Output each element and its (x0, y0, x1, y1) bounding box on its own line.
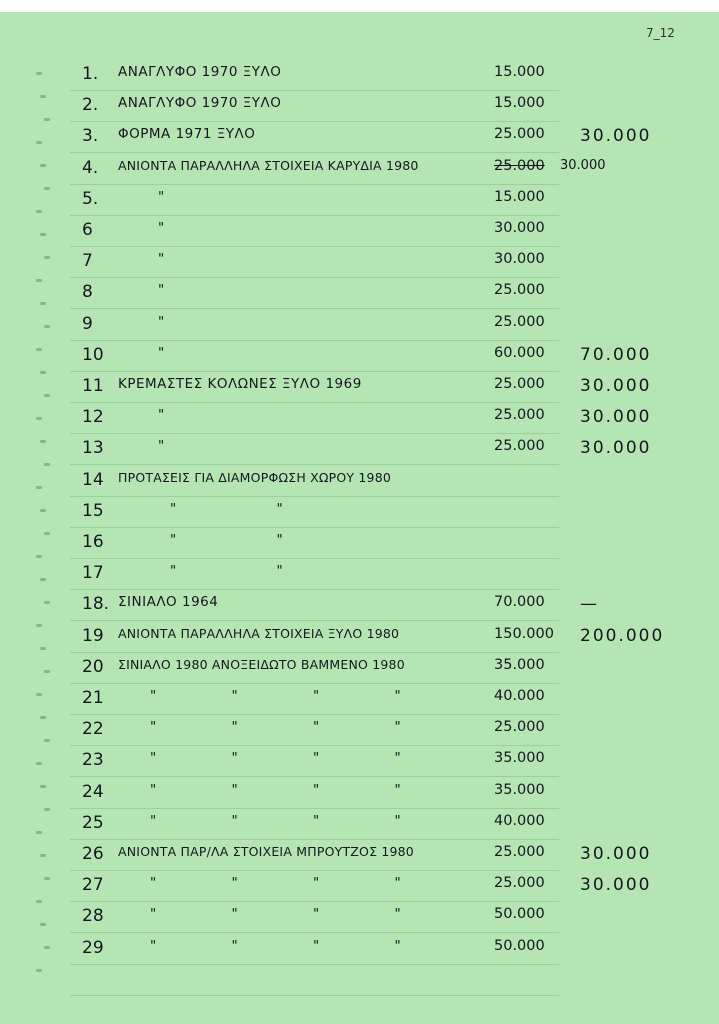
item-description: " (158, 220, 165, 236)
item-number: 4. (82, 157, 99, 178)
list-item (0, 563, 719, 593)
list-item (0, 126, 719, 156)
item-price: 50.000 (494, 937, 545, 954)
item-price: 50.000 (494, 906, 545, 923)
list-item (0, 594, 719, 624)
item-price: 35.000 (494, 750, 545, 767)
list-item (0, 376, 719, 406)
item-description: ΣΙΝΙΑΛΟ 1980 ΑΝΟΞΕΙΔΩΤΟ ΒΑΜΜΕΝΟ 1980 (118, 656, 405, 672)
item-description: " (158, 407, 165, 424)
item-price: 60.000 (494, 344, 545, 361)
item-description: ΑΝΙΟΝΤΑ ΠΑΡΑΛΛΗΛΑ ΣΤΟΙΧΕΙΑ ΞΥΛΟ 1980 (118, 625, 400, 641)
item-description: " (158, 438, 165, 455)
list-item (0, 345, 719, 375)
document-sheet (0, 12, 719, 1024)
item-description: " " (170, 563, 284, 580)
ruled-line (70, 995, 559, 996)
item-description: " (158, 313, 165, 330)
item-number: 23 (82, 750, 104, 771)
item-revised-price: 200.000 (580, 625, 665, 646)
item-price: 25.000 (494, 438, 545, 455)
item-revised-price: 30.000 (580, 844, 652, 864)
item-number: 27 (82, 875, 104, 896)
item-description: " (158, 251, 165, 268)
item-price: 30.000 (494, 220, 545, 236)
item-revised-price: 30.000 (580, 126, 652, 147)
list-item (0, 938, 719, 968)
item-description: " " " " (150, 750, 402, 767)
item-revised-price: 30.000 (580, 407, 652, 428)
list-item (0, 438, 719, 468)
item-description: " (158, 188, 165, 205)
item-price: 25.000 (494, 282, 545, 299)
item-price: 25.000 (494, 407, 545, 424)
item-number: 22 (82, 719, 104, 740)
item-description: ΑΝΑΓΛΥΦΟ 1970 ΞΥΛΟ (118, 64, 282, 80)
item-description: " " " " (150, 937, 402, 954)
item-number: 15 (82, 500, 104, 521)
list-item (0, 220, 719, 250)
item-price: 150.000 (494, 625, 554, 642)
list-item (0, 719, 719, 749)
item-number: 8 (82, 282, 93, 303)
item-number: 3. (82, 126, 99, 147)
item-price: 15.000 (494, 64, 545, 80)
item-price: 15.000 (494, 95, 545, 112)
item-price: 40.000 (494, 688, 545, 704)
item-revised-price: 30.000 (580, 438, 652, 459)
list-item (0, 906, 719, 936)
item-number: 2. (82, 95, 99, 116)
list-item (0, 688, 719, 718)
item-description: " " " " (150, 906, 402, 923)
item-number: 9 (82, 313, 93, 334)
list-item (0, 875, 719, 905)
item-description: ΚΡΕΜΑΣΤΕΣ ΚΟΛΩΝΕΣ ΞΥΛΟ 1969 (118, 376, 362, 392)
item-price: 25.000 (494, 844, 545, 860)
item-number: 20 (82, 656, 104, 677)
item-price: 25.000 (494, 376, 545, 392)
list-item (0, 470, 719, 500)
item-number: 14 (82, 469, 104, 490)
item-number: 24 (82, 781, 104, 802)
list-item (0, 844, 719, 874)
item-price: 40.000 (494, 812, 545, 829)
item-price: 25.000 (494, 719, 545, 736)
item-number: 29 (82, 937, 104, 958)
list-item (0, 407, 719, 437)
list-item (0, 282, 719, 312)
item-number: 19 (82, 625, 104, 646)
item-description: ΣΙΝΙΑΛΟ 1964 (118, 594, 219, 611)
item-price: 25.000 (494, 313, 545, 330)
item-description: " (158, 344, 165, 361)
item-description: " " " " (150, 719, 402, 736)
item-description: ΠΡΟΤΑΣΕΙΣ ΓΙΑ ΔΙΑΜΟΡΦΩΣΗ ΧΩΡΟΥ 1980 (118, 469, 392, 485)
list-item (0, 64, 719, 94)
item-description: " " " " (150, 875, 402, 892)
item-price: 25.000 (494, 126, 545, 143)
item-number: 28 (82, 906, 104, 927)
item-description: ΑΝΙΟΝΤΑ ΠΑΡ/ΛΑ ΣΤΟΙΧΕΙΑ ΜΠΡΟΥΤΖΟΣ 1980 (118, 844, 414, 859)
list-item (0, 314, 719, 344)
list-item (0, 501, 719, 531)
list-item (0, 626, 719, 656)
item-number: 7 (82, 251, 93, 272)
list-item (0, 95, 719, 125)
item-description: ΑΝΙΟΝΤΑ ΠΑΡΑΛΛΗΛΑ ΣΤΟΙΧΕΙΑ ΚΑΡΥΔΙΑ 1980 (118, 157, 419, 173)
item-number: 13 (82, 438, 104, 459)
item-number: 17 (82, 563, 104, 584)
item-description: " " " " (150, 688, 402, 704)
item-price: 70.000 (494, 594, 545, 611)
item-revised-price: 30.000 (580, 875, 652, 896)
item-price: 25.000 (494, 157, 545, 174)
item-price: 35.000 (494, 781, 545, 798)
item-price: 35.000 (494, 656, 545, 673)
item-number: 25 (82, 812, 104, 833)
item-number: 5. (82, 188, 99, 209)
list-item (0, 158, 719, 188)
item-number: 12 (82, 407, 104, 428)
item-revised-price: 70.000 (580, 344, 652, 365)
item-number: 1. (82, 64, 99, 84)
list-item (0, 532, 719, 562)
item-number: 26 (82, 844, 104, 864)
item-description: ΦΟΡΜΑ 1971 ΞΥΛΟ (118, 126, 256, 143)
item-number: 18. (82, 594, 110, 615)
item-revised-price: 30.000 (580, 376, 652, 396)
item-description: ΑΝΑΓΛΥΦΟ 1970 ΞΥΛΟ (118, 95, 282, 112)
list-item (0, 750, 719, 780)
item-price: 15.000 (494, 188, 545, 205)
item-description: " " (170, 500, 284, 517)
item-revised-price: — (580, 594, 599, 615)
item-number: 16 (82, 532, 104, 552)
perforation-mark (36, 969, 42, 972)
item-description: " " " " (150, 812, 402, 829)
item-revised-price: 30.000 (560, 157, 606, 173)
list-item (0, 657, 719, 687)
item-price: 30.000 (494, 251, 545, 268)
item-number: 6 (82, 220, 93, 240)
item-number: 10 (82, 344, 104, 365)
list-item (0, 782, 719, 812)
page-number: 7_12 (646, 26, 675, 40)
item-price: 25.000 (494, 875, 545, 892)
item-description: " " " " (150, 781, 402, 798)
list-item (0, 251, 719, 281)
item-number: 21 (82, 688, 104, 708)
item-number: 11 (82, 376, 104, 396)
list-item (0, 813, 719, 843)
item-description: " (158, 282, 165, 299)
list-item (0, 189, 719, 219)
item-description: " " (170, 532, 284, 548)
